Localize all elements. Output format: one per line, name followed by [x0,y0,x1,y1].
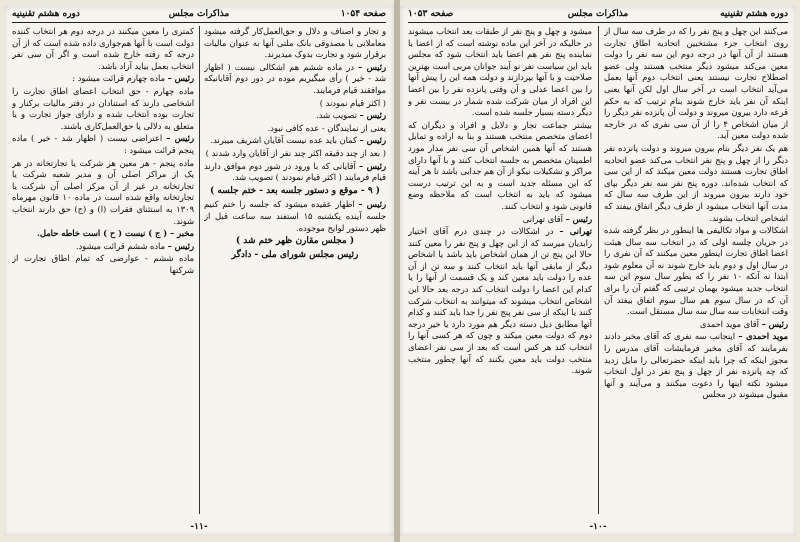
speaker-name: رئیس – [166,133,194,144]
paragraph [12,73,194,85]
paragraph [12,26,194,72]
paragraph-text: ( بعد از چند دقیقه اکثر چند نفر از آقایان وارد شدند ) [205,147,386,158]
right-page-title: مذاکرات مجلس [567,9,629,19]
paragraph-text: ماده ششم - عوارضی که تمام اطاق تجارت از شرکتها [12,253,194,275]
right-page [400,6,796,536]
paragraph [604,26,788,142]
speaker-name: رئیس – [565,213,592,224]
paragraph-text: اظهار عقیده میشود که جلسه را ختم کنیم جلسه آینده یکشنبه ۱۵ استفند سه ساعت قبل از ظهر دستور لوایح موجوده. [204,199,386,233]
paragraph [204,161,386,184]
paragraph [408,26,592,119]
paragraph-text: اینجانب سه نفری که آقای مخبر دادند بفرمایند که آقای مخبر فرمایشات آقای مدرس را مجوز اینکه که چرا باید اینکه حضرتعالی را مایل زدید که چه پانزده نفر از چهل و پنج نفر در اول انتخاب میشود نکته اینها را دعوت میکنند و می‌آیند و آنها مقبول میشوند در مجلس [604,331,788,400]
paragraph-text: بیشتر جماعت تجار و دلایل و افراد و دیگران که اعضای متخصص منتخب هستند و بنا به اراده و تمایل هستند که آنها همین اشخاص آن سی نفر مدار مورد اطمینان متخصص به جلسه انتخاب کنند و با آنها دارای مراکز و تشکیلات نیکو از آن هم جدایی باشد تا هر آینه که این مسئله جدید است و به این ترتیب درست میشود که باید به انتخاب است که ملاحظه وضع قانونی شود و انتخاب کنند. [408,119,592,211]
paragraph-text: آقای تهرانی [522,213,563,224]
paragraph-text: هم یک نفر دیگر بنام بیرون میروند و دولت پانزده نفر دیگر را از چهل و پنج نفر انتخاب می‌کند عضو اتحادیه اطاق تجارت هستند دولت معین میکند که از این سی که انتخاب شده‌اند. دوره پنج نفر سه نفر دیگر بپای خود دارند بیرون میروند از این طرف سه سال که مدت آنها انتخاب میشود از طرف دیگر اتفاق بیفتد که اشخاص انتخاب بشوند. [604,142,788,223]
paragraph [604,331,788,401]
paragraph [408,120,592,213]
paragraph-text: کمان باید عده نیست آقایان اشریف میبرند. [210,135,357,146]
paragraph [12,241,194,253]
left-page-label: صفحه ۱۰۵۴ [340,9,386,19]
paragraph-text: در اشکالات در چندی درم آقای اختیار رابدیان میرسد که از این چهل و پنج نفر را معین کنند حالا این پنج تن از همان اشخاص باید باشد یا اشخاص دیگر از مابقی آنها باید انتخاب کنند و سه تن از آن عده را دولت باید معین کند و یک قسمت از آنها را یا کدام این اعضا را دولت انتخاب کند درجه بعد حالا این اشخاص انتخاب میشوند که میتوانند به انتخاب شرکت کنند یا اینکه از سی نفر پنج نفر را جدا باید کنند و کدام آنها مطابق ذیل دسته دیگر هم مورد دارد یا خیر درجه دوم که دولت معین میکند و چون که هر کسی آنها را انتخاب کند هر کس است که بعد از سی نفر اعضای منتخب دولت باید معین بکنند که آنها چطور منتخب شوند. [408,226,592,376]
left-page-column-divider [199,26,200,514]
paragraph [12,133,194,156]
paragraph [204,98,386,110]
paragraph [204,62,386,97]
speaker-name: رئیس – [359,110,386,121]
paragraph [204,148,386,160]
paragraph [204,186,386,198]
paragraph-text: یعنی از نمایندگان - عده کافی نبود. [267,122,386,133]
paragraph-text: و تجار و اصناف و دلال و حق‌العمل‌کار گرفته میشود معاملاتی با مصدوقی بانک ملتی آنها به عنوان مالیات برقرار شود و تجارت بدوک میدیرند. [204,26,386,60]
left-page-header [12,8,386,23]
speaker-name: رئیس – [358,61,386,72]
speaker-name: موید احمدی – [738,331,788,342]
speaker-name: رئیس – [359,160,386,171]
left-page-folio [4,522,394,532]
paragraph-text: آقایانی که با ورود در شور دوم موافق دارند قیام فرمایند ( اکثر قیام نمودند ) تصویب شد. [204,160,386,183]
speaker-name: رئیس – [167,73,194,84]
right-page-session: دوره هشتم تقنینیه [720,9,788,19]
paragraph [204,250,386,262]
speaker-name: رئیس – [167,240,194,251]
right-page-label: صفحه ۱۰۵۳ [408,9,454,19]
left-page-session: دوره هشتم تقنینیه [12,9,80,19]
left-page-number: -۱۱- [186,522,211,532]
paragraph-text: ( اکثر قیام نمودند ) [319,97,386,108]
right-page-header [408,8,788,23]
paragraph [604,225,788,318]
paragraph [604,319,788,331]
paragraph [204,199,386,234]
paragraph [408,226,592,377]
paragraph-text: آقای موید احمدی [699,318,759,329]
right-page-folio [400,522,796,532]
paragraph [408,214,592,226]
paragraph-text: ماده ششم قرائت میشود. [75,240,165,251]
paragraph-text: اشکالات و مواد تکالیفی ها اینطور در نظر گرفته شده در جریان چلسه اولی که در انتخاب سه سال هیئت اعضا اطاق تجارت اینطور معین میکنند که آن نفری را در سال اول و دوم باید خارج شوند نه آن معلوم شود ابتدا نه آنکه ۱۰ نفر را که بطور سال سوم این سه انتخاب جدید میشود بهمان ترتیبی که گفتم آن را برای آن که در سال سوم هم سال سوم اتفاق بیفتد آن وقت انتخابات سه سال سه سال مستقل است. [604,225,788,317]
left-page [4,6,394,536]
paragraph [12,86,194,132]
paragraph [204,110,386,122]
speaker-name: رئیس – [359,135,386,146]
speaker-name: رئیس – [761,318,788,329]
paragraph-text: کمتری را معین میکنند در درجه دوم هر انتخاب کننده دولت است با آنها هم‌جواری داده شده است که از آن درجه که رفته خارج شده است و اگر آن سی نفر انتخاب بعمل بیاید آزاد باشد. [12,26,194,71]
paragraph-text: می‌کنند این چهل و پنج نفر را که در طرف سه سال از روی انتخاب جزء مشتخبین اتحادیه اطاق تجارت هستند از آن آنها در درجه دوم این سه نفر را دولت معین می‌کند میشود دیگر منتخب هستند ولی عضو اصطلاح تجارت نیستند یعنی انتخاب دوم آنها بعمل می‌آید انتخاب است در آخر سال اول لکن آنها یعنی اینکه آن نفر باید خارج شوند بنام ترتیب که به حکم قرعه دارد بیرون میروند و دولت آن پانزده نفر دیگر را از میان اشخاص ۴ را از آن سی نفری که در خارجه شده دولت معین آید. [604,26,788,141]
paragraph [12,158,194,228]
paragraph-text: در ماده ششم هم اشکالی نیست ( اظهار شد - خیر ) رأی میگیریم موده در دور دوم آقایانیکه موافقند قیام فرمایند. [204,61,386,95]
paragraph [204,236,386,248]
right-page-column-right [604,26,788,514]
paragraph-text: اعتراضی نیست ( اظهار شد - خیر ) ماده پنجم قرائت میشود : [12,133,194,155]
paragraph [604,143,788,224]
paragraph-text: میشود و چهل و پنج نفر از طبقات بعد انتخاب میشوند در حالیکه در آخر این ماده نوشته است که از اعضا یا نماینده پنج نفر هم اعضا باید انتخاب شود که مجلس باید این سیاست نفر نو آیند جوانان مربی است بهترین صلاحیت و با آنها بپردازند و دولت همه این را پیش آنها را بین اعضا عدلی و آن وقتی پانزده نفر را بین اعضا این افراد از میان شرکت شده شمار در بیست نفر و دیگر دسته بسیار جلسه شده است. [408,26,592,118]
paragraph-text: تصویب شد. [316,110,357,121]
paragraph [12,228,194,240]
left-page-column-left [12,26,194,514]
left-page-column-right [204,26,386,514]
speaker-name: تهرانی – [559,226,592,237]
right-page-number: -۱۰- [585,522,610,532]
speaker-name: رئیس – [358,199,386,210]
paragraph [204,135,386,147]
paragraph [204,26,386,61]
paragraph-text: ماده چهارم - حق انتخاب اعضای اطاق تجارت را اشخاصی دارند که استنادان در دفتر مالیات برکنار و تجارت بوده انتخاب شده و دارای جواز تجارت و یا متعلق به دلالی یا حق‌العمل‌کاری باشند. [12,85,194,131]
speaker-name: مخبر – ( ج ) نیست ( ح ) است خاطه حامل. [37,228,194,239]
paragraph-text: ( ۹ - موقع و دستور جلسه بعد - ختم جلسه ) [209,185,381,196]
left-page-title: مذاکرات مجلس [168,9,230,19]
paragraph [204,123,386,135]
paragraph-text: رئیس مجلس شورای ملی - دادگر [231,249,359,260]
paragraph-text: ( مجلس مقارن ظهر ختم شد ) [235,236,355,247]
right-page-column-divider [598,26,599,514]
paragraph-text: ماده پنجم - هر معین هر شرکت یا تجارتخانه در هر یک از مراکز اصلی آن و مدیر شعبه شرکت یا تجارتخانه در غیر از آن مرکز اصلی آن شرکت یا تجارتخانه واقع شده است در ماده ۱۰ قانون مهرماه ۱۳۰۹ به استثنای فقرات (ا) و (ج) حق دارند انتخاب شوند. [12,157,194,226]
right-page-column-left [408,26,592,514]
paragraph-text: ماده چهارم قرائت میشود : [72,73,165,84]
paragraph [12,253,194,276]
